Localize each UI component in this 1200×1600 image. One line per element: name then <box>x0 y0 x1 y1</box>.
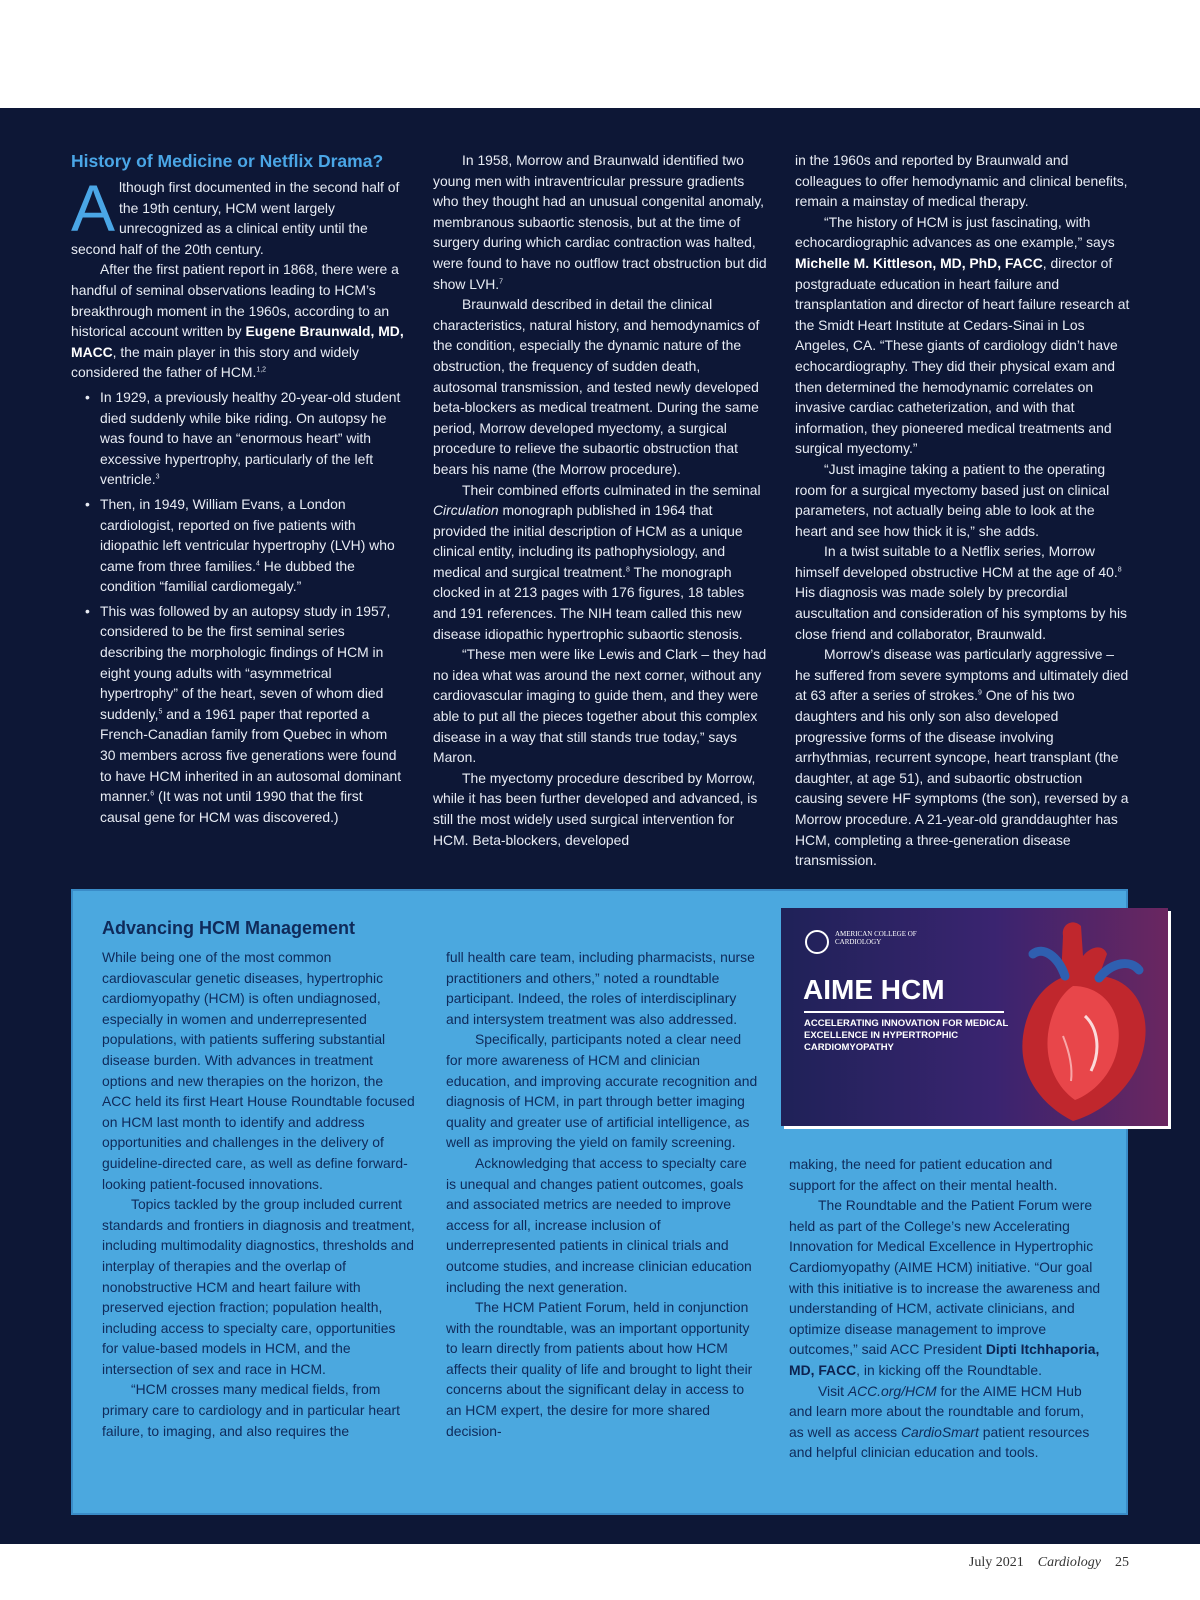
quote-paragraph: “These men were like Lewis and Clark – they had no idea what was around the next corner, without any cardiovascular imaging to guide them, and they were able to put all the pieces together about this complex disease in a way that still stands true today,” says Maron. <box>433 646 767 766</box>
issue-date: July 2021 <box>968 1555 1024 1570</box>
paragraph: in the 1960s and reported by Braunwald and colleagues to offer hemodynamic and clinical benefits, remain a mainstay of medical therapy. <box>795 152 1128 210</box>
panel-column-3 <box>789 1154 1101 1463</box>
person-name: Michelle M. Kittleson, MD, PhD, FACC <box>795 254 1043 271</box>
heart-illustration-icon <box>1003 916 1163 1121</box>
paragraph: “The history of HCM is just fascinating, with echocardiographic advances as one example,” says Michelle M. Kittleson, MD, PhD, FACC, director of postgraduate education in heart failure and transplantation and director of heart failure research at the Smidt Heart Institute at Cedars-Sinai in Los Angeles, CA. “These giants of cardiology didn’t have echocardiography. They did their physical exam and then determined the hemodynamic correlates on invasive cardiac catheterization, and with that information, they pioneered medical treatments and surgical myectomy.” <box>795 213 1130 457</box>
paragraph: While being one of the most common cardiovascular genetic diseases, hypertrophic cardiomyopathy (HCM) is often undiagnosed, especially in women and underrepresented populations, with patients suffering substantial disease burden. With advances in treatment options and new therapies on the horizon, the ACC held its first Heart House Roundtable focused on HCM last month to identify and address opportunities and challenges in the delivery of guideline-directed care, as well as define forward-looking patient-focused innovations. <box>102 949 415 1192</box>
paragraph: In a twist suitable to a Netflix series, Morrow himself developed obstructive HCM at the age of 40.$^8$ His diagnosis was made solely by precordial auscultation and consideration of his symptoms by his close friend and collaborator, Braunwald. <box>795 543 1128 642</box>
drop-cap: A <box>71 171 116 245</box>
intro-paragraph: Although first documented in the second half of the 19th century, HCM went largely unrecognized as a clinical entity until the second half of the 20th century. <box>71 171 400 257</box>
panel-column-1 <box>102 947 415 1441</box>
paragraph: The Roundtable and the Patient Forum were held as part of the College’s new Accelerating Innovation for Medical Excellence in Hypertrophic Cardiomyopathy (AIME HCM) initiative. “Our goal with this initiative is to increase the awareness and understanding of HCM, activate clinicians, and optimize disease management to improve outcomes,” said ACC President Dipti Itchhaporia, MD, FACC, in kicking off the Roundtable. <box>789 1197 1101 1378</box>
panel-title: Advancing HCM Management <box>102 918 356 938</box>
history-bullet-list <box>71 387 404 827</box>
quote-paragraph: “Just imagine taking a patient to the operating room for a surgical myectomy based just on clinical parameters, not actually being able to look at the heart and see how thick it is,” she adds. <box>795 460 1110 539</box>
page-footer <box>969 1555 1129 1571</box>
aime-hcm-promo-image <box>781 908 1168 1126</box>
page-number: 25 <box>1115 1555 1129 1570</box>
paragraph: Topics tackled by the group included current standards and frontiers in diagnosis and treatment, including multimodality diagnostics, thresholds and interplay of therapies and the overlap of nonobstructive HCM and heart failure with preserved ejection fraction; population health, including access to specialty care, opportunities for value-based models in HCM, and the intersection of sex and race in HCM. <box>102 1196 415 1377</box>
acc-logo-text: AMERICAN COLLEGE OF CARDIOLOGY <box>835 930 917 946</box>
paragraph: Acknowledging that access to specialty care is unequal and changes patient outcomes, goals and associated metrics are needed to improve access for all, increase inclusion of underrepresented patients in clinical trials and outcome studies, and increase clinician education including the next generation. <box>446 1154 752 1295</box>
aime-title: AIME HCM <box>803 974 945 1005</box>
paragraph: “HCM crosses many medical fields, from primary care to cardiology and in particular heart failure, to imaging, and also requires the <box>102 1381 401 1439</box>
paragraph: making, the need for patient education and support for the affect on their mental health. <box>789 1156 1058 1193</box>
paragraph: Morrow’s disease was particularly aggressive – he suffered from severe symptoms and ultimately died at 63 after a series of strokes.$^9$ One of his two daughters and his only son also developed progressive forms of the disease involving arrhythmias, recurrent syncope, heart transplant (the daughter, at age 51), and subaortic obstruction causing severe HF symptoms (the son), reversed by a Morrow procedure. A 21-year-old granddaughter has HCM, completing a three-generation disease transmission. <box>795 646 1129 869</box>
article-column-1 <box>71 150 404 831</box>
panel-column-2 <box>446 947 759 1441</box>
brand-name: CardioSmart <box>900 1423 979 1440</box>
article-column-2 <box>433 150 767 850</box>
paragraph: full health care team, including pharmacists, nurse practitioners and others,” noted a roundtable participant. Indeed, the roles of interdisciplinary and intersystem treatment was also addressed. <box>446 949 755 1027</box>
paragraph: The HCM Patient Forum, held in conjunction with the roundtable, was an important opportunity to learn directly from patients about how HCM affects their quality of life and brought to light their concerns about the significant delay in access to an HCM expert, the desire for more shared decision- <box>446 1299 753 1439</box>
paragraph: Braunwald described in detail the clinical characteristics, natural history, and hemodynamics of the condition, especially the dynamic nature of the obstruction, the frequency of sudden death, autosomal transmission, and tested newly developed beta-blockers as medical treatment. During the same period, Morrow developed myectomy, a surgical procedure to relieve the subaortic obstruction that bears his name (the Morrow procedure). <box>433 296 760 477</box>
acc-seal-icon <box>805 930 829 954</box>
person-name: Dipti Itchhaporia, MD, FACC <box>789 1341 1100 1378</box>
paragraph: Specifically, participants noted a clear need for more awareness of HCM and clinician education, and improving accurate recognition and diagnosis of HCM, in part through better imaging quality and greater use of artificial intelligence, as well as improving the yield on family screening. <box>446 1031 758 1151</box>
magazine-name: Cardiology <box>1037 1555 1101 1570</box>
journal-name: Circulation <box>433 502 499 519</box>
title-divider <box>804 1011 1004 1013</box>
paragraph: After the first patient report in 1868, there were a handful of seminal observations leading to HCM’s breakthrough moment in the 1960s, according to an historical account written by Eugene Braunwald, MD, MACC, the main player in this story and widely considered the father of HCM.$^{1,2}$ <box>71 261 404 381</box>
paragraph: The myectomy procedure described by Morrow, while it has been further developed and advanced, is still the most widely used surgical intervention for HCM. Beta-blockers, developed <box>433 769 758 848</box>
aime-subtitle: ACCELERATING INNOVATION FOR MEDICAL EXCELLENCE IN HYPERTROPHIC CARDIOMYOPATHY <box>804 1018 1009 1053</box>
paragraph: Their combined efforts culminated in the seminal Circulation monograph published in 1964 that provided the initial description of HCM as a unique clinical entity, including its pathophysiology, and medical and surgical treatment.$^8$ The monograph clocked in at 213 pages with 176 figures, 18 tables and 191 references. The NIH team called this new disease idiopathic hypertrophic subaortic stenosis. <box>433 481 761 642</box>
bullet-item: • Then, in 1949, William Evans, a London cardiologist, reported on five patients with idiopathic left ventricular hypertrophy (LVH) who came from three families.$^4$ He dubbed the condition “familial cardiomegaly.” <box>100 494 404 597</box>
article-heading: History of Medicine or Netflix Drama? <box>71 151 384 171</box>
bullet-item: • In 1929, a previously healthy 20-year-old student died suddenly while bike riding. On autopsy he was found to have an “enormous heart” with excessive hypertrophy, particularly of the left ventricle.$^3$ <box>100 387 404 490</box>
person-name: Eugene Braunwald, MD, MACC <box>71 323 404 360</box>
article-column-3 <box>795 150 1130 871</box>
bullet-item: • This was followed by an autopsy study in 1957, considered to be the first seminal series describing the morphologic findings of HCM in eight young adults with “asymmetrical hypertrophy” of the heart, seven of whom died suddenly,$^5$ and a 1961 paper that reported a French-Canadian family from Quebec in whom 30 members across five generations were found to have HCM inherited in an autosomal dominant manner.$^6$ (It was not until 1990 that the first causal gene for HCM was discovered.) <box>100 601 404 828</box>
paragraph: Visit ACC.org/HCM for the AIME HCM Hub and learn more about the roundtable and forum, as well as access CardioSmart patient resources and helpful clinician education and tools. <box>789 1382 1090 1461</box>
hub-link[interactable]: ACC.org/HCM <box>847 1382 937 1399</box>
paragraph: In 1958, Morrow and Braunwald identified two young men with intraventricular pressure gradients who they thought had an unusual congenital anomaly, membranous subaortic stenosis, but at the time of surgery during which cardiac contraction was halted, were found to have no outflow tract obstruction but did show LVH.$^7$ <box>433 152 767 292</box>
